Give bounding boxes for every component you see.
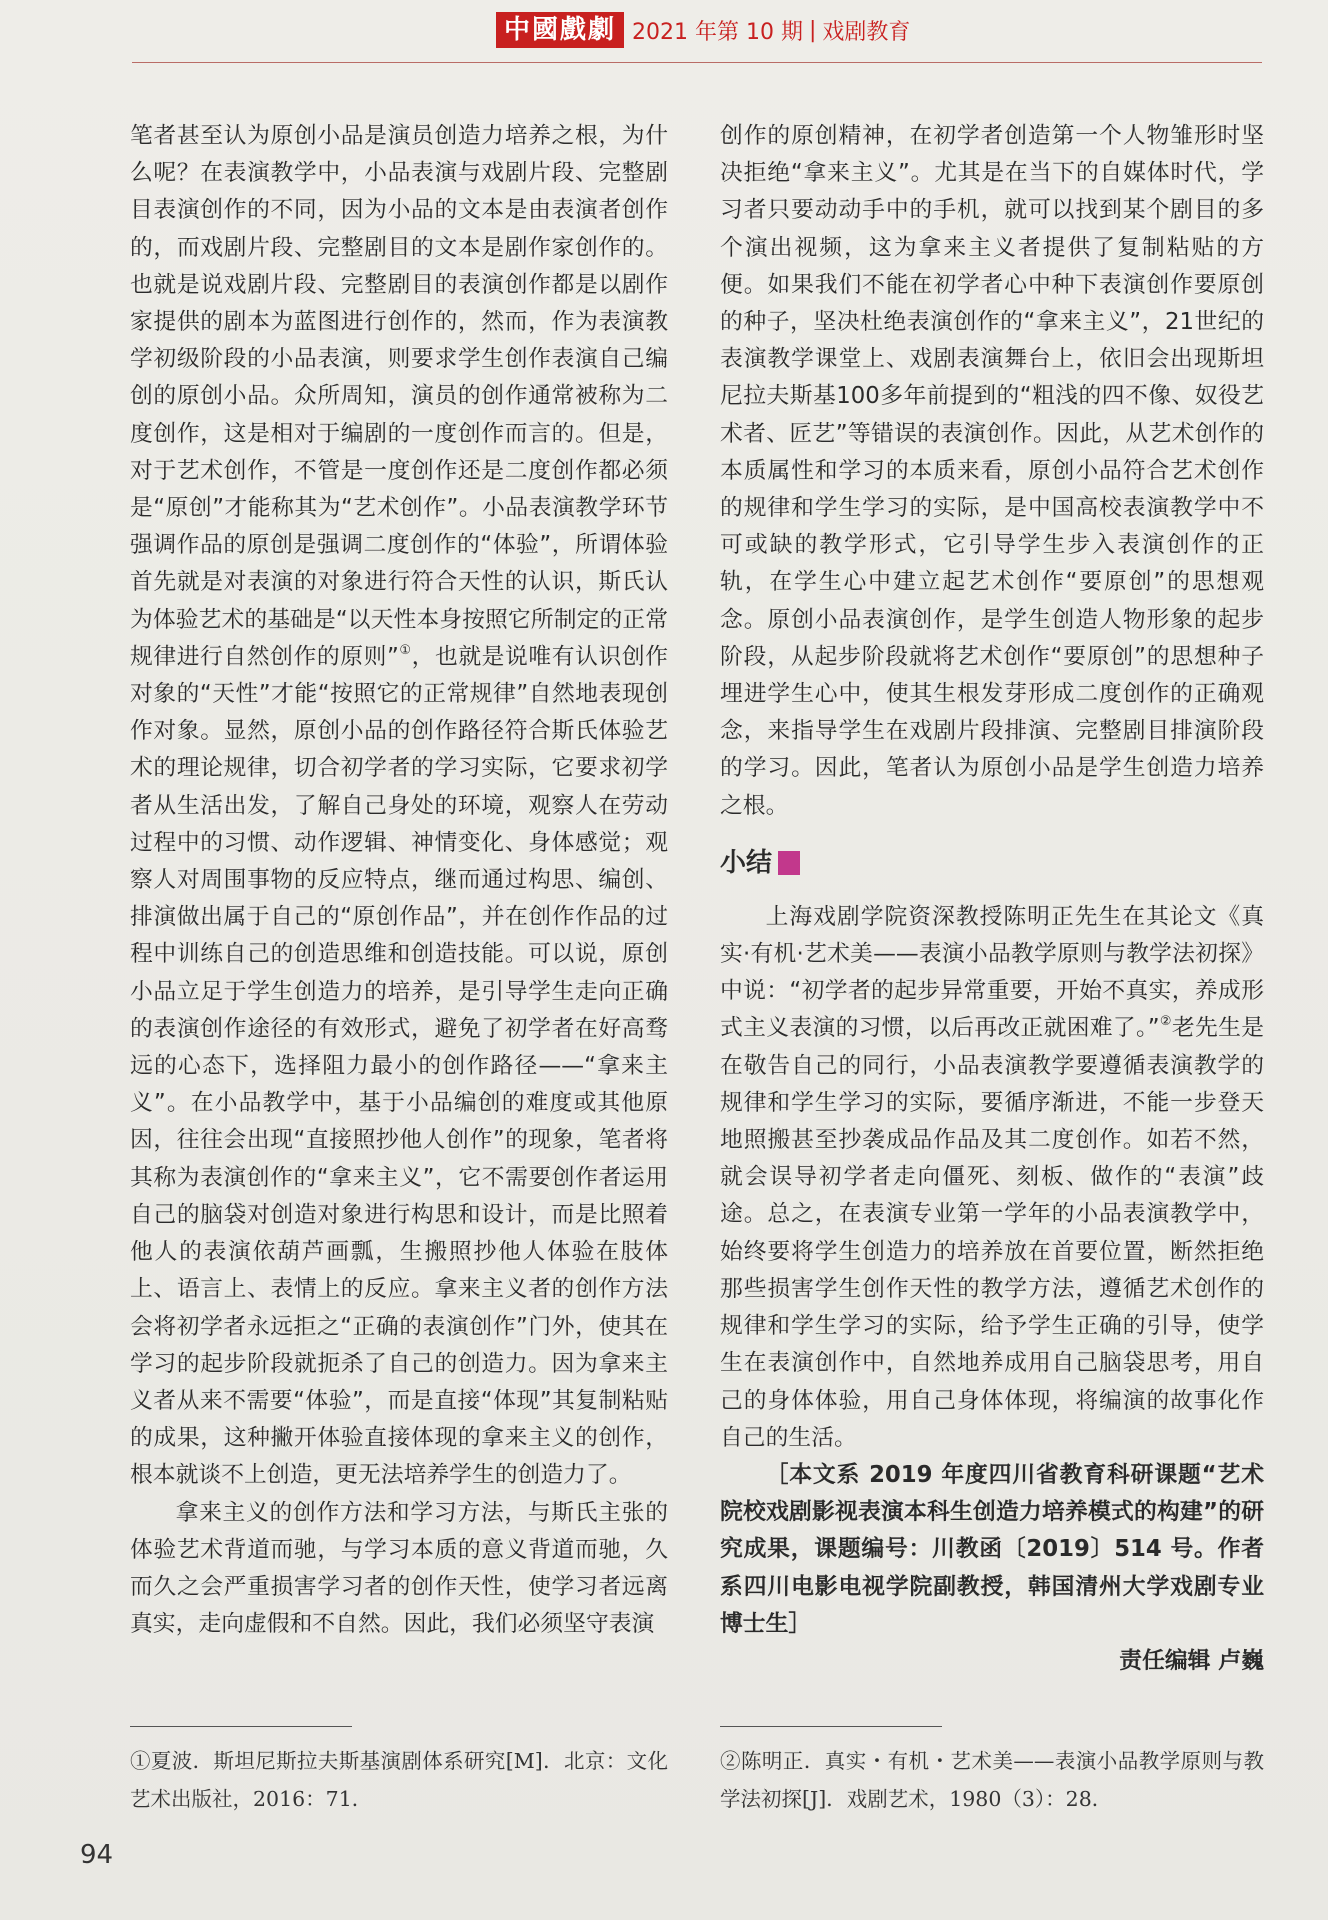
left-paragraph-1-text: 笔者甚至认为原创小品是演员创造力培养之根，为什么呢？在表演教学中，小品表演与戏剧片段、完整剧目表演创作的不同，因为小品的文本是由表演者创作的，而戏剧片段、完整剧目的文本是剧作家创作的。也就是说戏剧片段、完整剧目的表演创作都是以剧作家提供的剧本为蓝图进行创作的，然而，作为表演教学初级阶段的小品表演，则要求学生创作表演自己编创的原创小品。众所周知，演员的创作通常被称为二度创作，这是相对于编剧的一度创作而言的。但是，对于艺术创作，不管是一度创作还是二度创作都必须是“原创”才能称其为“艺术创作”。小品表演教学环节强调作品的原创是强调二度创作的“体验”，所谓体验首先就是对表演的对象进行符合天性的认识，斯氏认为体验艺术的基础是“以天性本身按照它所制定的正常规律进行自然创作的原则” [130,123,668,670]
footnote-2: ②陈明正．真实・有机・艺术美——表演小品教学原则与教学法初探[J]．戏剧艺术，1980（3）：28． [720,1749,1264,1811]
left-paragraph-2: 拿来主义的创作方法和学习方法，与斯氏主张的体验艺术背道而驰，与学习本质的意义背道而驰，久而久之会严重损害学习者的创作天性，使学习者远离真实，走向虚假和不自然。因此，我们必须坚守表演 [130,1499,668,1638]
footnote-rule-right [720,1726,942,1727]
right-column [720,118,1264,1680]
left-column [130,118,668,1643]
issue-label: 2021 年第 10 期 [632,19,803,45]
left-paragraph-1 [130,118,668,1495]
running-header [496,12,910,48]
journal-logo: 中國戲劇 [496,12,624,48]
footnote-ref-1[interactable]: ① [398,642,412,658]
funding-note: ［本文系 2019 年度四川省教育科研课题“艺术院校戏剧影视表演本科生创造力培养模式的构建”的研究成果，课题编号：川教函〔2019〕514 号。作者系四川电影电视学院副教授，韩国清州大学戏剧专业博士生］ [720,1461,1264,1637]
section-heading [720,843,1264,883]
footnote-ref-2[interactable]: ② [1159,1014,1172,1030]
page-number: 94 [80,1840,114,1870]
right-paragraph-1: 创作的原创精神，在初学者创造第一个人物雏形时坚决拒绝“拿来主义”。尤其是在当下的自媒体时代，学习者只要动动手中的手机，就可以找到某个剧目的多个演出视频，这为拿来主义者提供了复制粘贴的方便。如果我们不能在初学者心中种下表演创作要原创的种子，坚决杜绝表演创作的“拿来主义”，21世纪的表演教学课堂上、戏剧表演舞台上，依旧会出现斯坦尼拉夫斯基100多年前提到的“粗浅的四不像、奴役艺术者、匠艺”等错误的表演创作。因此，从艺术创作的本质属性和学习的本质来看，原创小品符合艺术创作的规律和学生学习的实际，是中国高校表演教学中不可或缺的教学形式，它引导学生步入表演创作的正轨，在学生心中建立起艺术创作“要原创”的思想观念。原创小品表演创作，是学生创造人物形象的起步阶段，从起步阶段就将艺术创作“要原创”的思想种子埋进学生心中，使其生根发芽形成二度创作的正确观念，来指导学生在戏剧片段排演、完整剧目排演阶段的学习。因此，笔者认为原创小品是学生创造力培养之根。 [720,123,1264,819]
section-marker-icon [778,851,800,875]
right-paragraph-2-text: 上海戏剧学院资深教授陈明正先生在其论文《真实·有机·艺术美——表演小品教学原则与教学法初探》中说：“初学者的起步异常重要，开始不真实，养成形式主义表演的习惯，以后再改正就困难了。” [720,903,1264,1042]
left-paragraph-1-cont: ，也就是说唯有认识创作对象的“天性”才能“按照它的正常规律”自然地表现创作对象。显然，原创小品的创作路径符合斯氏体验艺术的理论规律，切合初学者的学习实际，它要求初学者从生活出发，了解自己身处的环境，观察人在劳动过程中的习惯、动作逻辑、神情变化、身体感觉；观察人对周围事物的反应特点，继而通过构思、编创、排演做出属于自己的“原创作品”，并在创作作品的过程中训练自己的创造思维和创造技能。可以说，原创小品立足于学生创造力的培养，是引导学生走向正确的表演创作途径的有效形式，避免了初学者在好高骛远的心态下，选择阻力最小的创作路径——“拿来主义”。在小品教学中，基于小品编创的难度或其他原因，往往会出现“直接照抄他人创作”的现象，笔者将其称为表演创作的“拿来主义”，它不需要创作者运用自己的脑袋对创造对象进行构思和设计，而是比照着他人的表演依葫芦画瓢，生搬照抄他人体验在肢体上、语言上、表情上的反应。拿来主义者的创作方法会将初学者永远拒之“正确的表演创作”门外，使其在学习的起步阶段就扼杀了自己的创造力。因为拿来主义者从来不需要“体验”，而是直接“体现”其复制粘贴的成果，这种撇开体验直接体现的拿来主义的创作，根本就谈不上创造，更无法培养学生的创造力了。 [130,643,669,1489]
right-paragraph-2-cont: 老先生是在敬告自己的同行，小品表演教学要遵循表演教学的规律和学生学习的实际，要循序渐进，不能一步登天地照搬甚至抄袭成品作品及其二度创作。如若不然，就会误导初学者走向僵死、刻板、做作的“表演”歧途。总之，在表演专业第一学年的小品表演教学中，始终要将学生创造力的培养放在首要位置，断然拒绝那些损害学生创作天性的教学方法，遵循艺术创作的规律和学生学习的实际，给予学生正确的引导，使学生在表演创作中，自然地养成用自己脑袋思考，用自己的身体体验，用自己身体体现，将编演的故事化作自己的生活。 [720,1015,1265,1451]
section-label: 戏剧教育 [822,19,911,45]
footnote-rule-left [130,1726,352,1727]
footnote-1: ①夏波．斯坦尼斯拉夫斯基演剧体系研究[M]．北京：文化艺术出版社，2016：71． [130,1749,668,1811]
header-separator: | [808,17,817,43]
right-paragraph-2 [720,899,1264,1457]
section-title: 小结 [720,847,773,878]
responsible-editor: 责任编辑 卢巍 [1119,1647,1264,1674]
header-rule [132,62,1262,63]
